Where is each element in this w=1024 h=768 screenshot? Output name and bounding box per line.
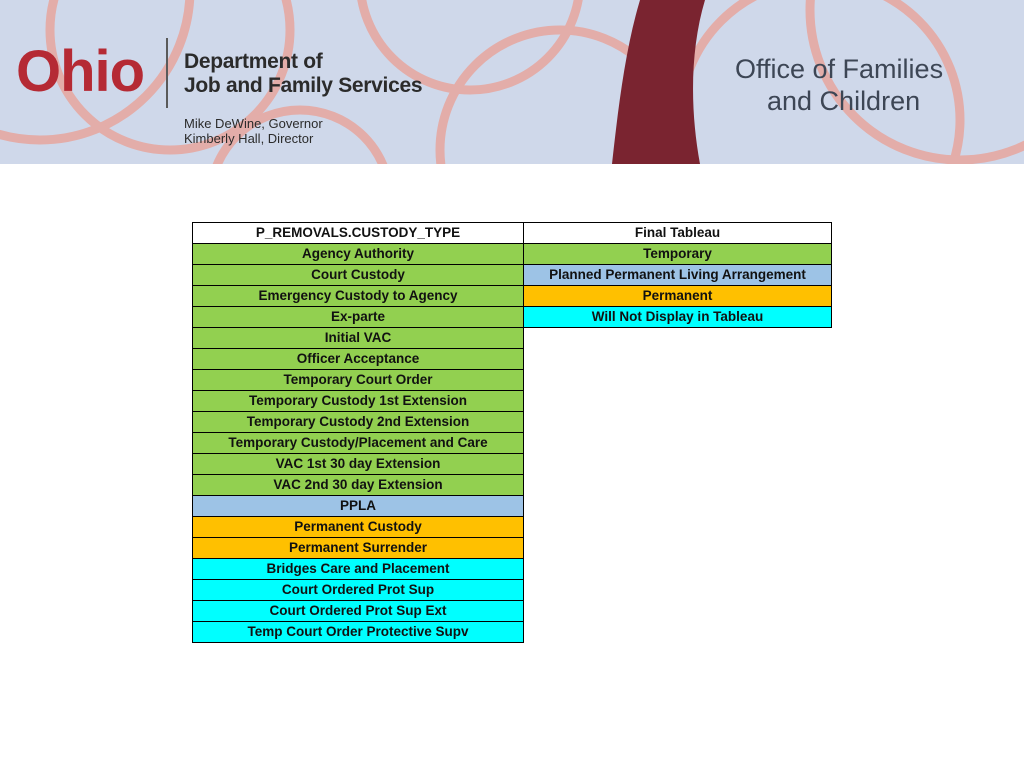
final-tableau-row-cell: Temporary [524,244,832,265]
final-tableau-header: Final Tableau [524,223,832,244]
governor-name: Mike DeWine, Governor [184,116,323,131]
custody-type-row [193,265,524,286]
custody-type-row [193,538,524,559]
custody-type-row-cell: Officer Acceptance [193,349,524,370]
custody-type-row-cell: Temporary Custody 1st Extension [193,391,524,412]
custody-type-row [193,391,524,412]
final-tableau-header-row [524,223,832,244]
custody-type-row-cell: Initial VAC [193,328,524,349]
final-tableau-row [524,307,832,328]
custody-type-row-cell: Emergency Custody to Agency [193,286,524,307]
custody-type-header: P_REMOVALS.CUSTODY_TYPE [193,223,524,244]
final-tableau-row [524,265,832,286]
ohio-logo-wordmark: Ohio [16,39,145,104]
custody-type-header-row [193,223,524,244]
office-title-line1: Office of Families [735,54,944,84]
final-tableau-row-cell: Permanent [524,286,832,307]
custody-type-table-body [193,223,524,643]
custody-type-row-cell: Agency Authority [193,244,524,265]
final-tableau-row [524,244,832,265]
custody-type-row [193,244,524,265]
custody-type-row [193,286,524,307]
custody-type-row-cell: VAC 2nd 30 day Extension [193,475,524,496]
director-name: Kimberly Hall, Director [184,131,314,146]
custody-type-row [193,580,524,601]
custody-type-row-cell: Permanent Custody [193,517,524,538]
custody-type-row [193,328,524,349]
custody-type-row [193,622,524,643]
custody-type-row [193,496,524,517]
custody-type-table [192,222,524,643]
custody-type-row [193,475,524,496]
custody-type-row [193,601,524,622]
custody-type-row-cell: Ex-parte [193,307,524,328]
custody-type-row [193,412,524,433]
custody-type-row [193,517,524,538]
custody-type-row-cell: Court Custody [193,265,524,286]
custody-type-row [193,349,524,370]
custody-type-row-cell: Temporary Court Order [193,370,524,391]
department-name-line2: Job and Family Services [184,74,423,97]
final-tableau-row [524,286,832,307]
office-title-line2: and Children [767,86,921,116]
final-tableau-row-cell: Will Not Display in Tableau [524,307,832,328]
custody-type-row [193,454,524,475]
custody-type-row [193,559,524,580]
custody-type-row-cell: Temp Court Order Protective Supv [193,622,524,643]
custody-type-row-cell: Temporary Custody 2nd Extension [193,412,524,433]
final-tableau-row-cell: Planned Permanent Living Arrangement [524,265,832,286]
custody-type-row-cell: Permanent Surrender [193,538,524,559]
final-tableau-table [523,222,832,328]
custody-type-row-cell: Bridges Care and Placement [193,559,524,580]
custody-type-row [193,370,524,391]
custody-type-row-cell: PPLA [193,496,524,517]
department-name-line1: Department of [184,50,323,73]
logo-divider [166,38,168,108]
custody-type-row [193,307,524,328]
final-tableau-table-body [524,223,832,328]
custody-type-row-cell: Temporary Custody/Placement and Care [193,433,524,454]
custody-type-row-cell: VAC 1st 30 day Extension [193,454,524,475]
custody-type-row-cell: Court Ordered Prot Sup Ext [193,601,524,622]
header-banner [0,0,1024,164]
custody-type-row-cell: Court Ordered Prot Sup [193,580,524,601]
custody-type-row [193,433,524,454]
